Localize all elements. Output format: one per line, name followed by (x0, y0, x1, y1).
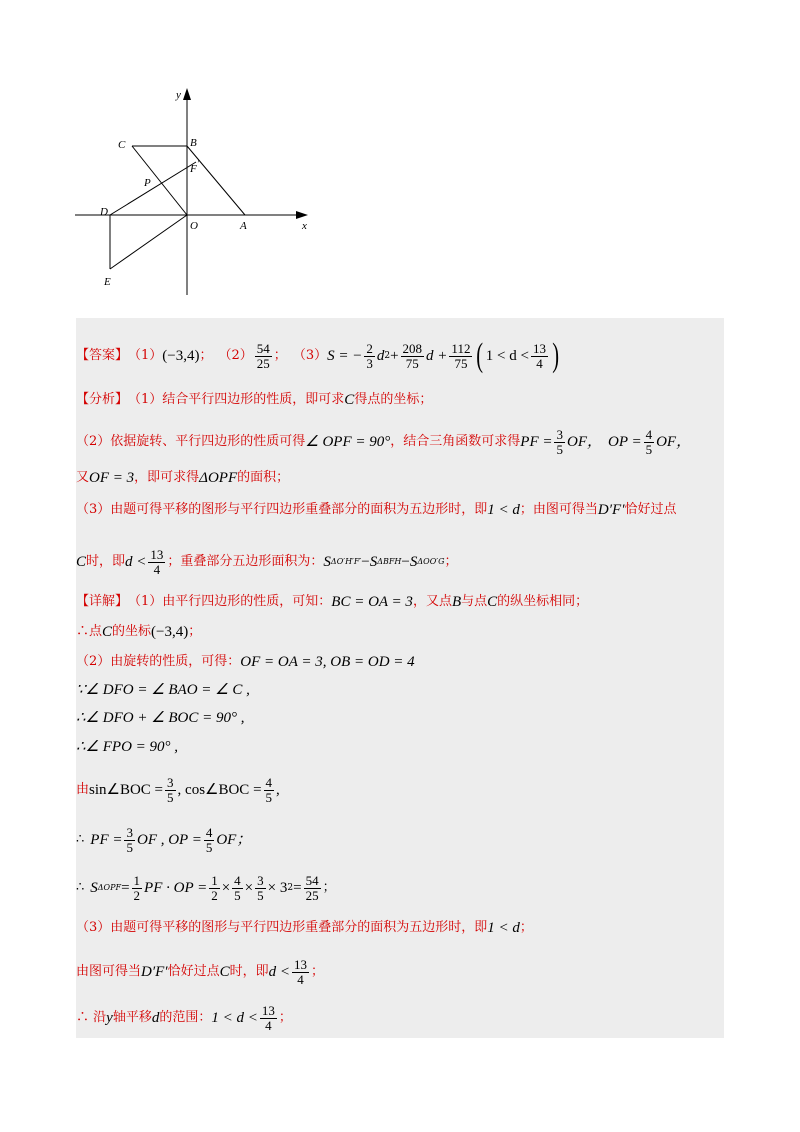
fraction: $\frac{1}{2}$ (211, 872, 218, 903)
detail-line-9: ∴ S ΔOPF = $\frac{1}{2}$ PF · OP = $\frac{1}{2}$ × $\frac{4}{5}$ × $\frac{3}{5}$ × 3 2 = $\frac{54}{25}$ ； (76, 872, 336, 903)
detail-line-6: ∴∠ FPO = 90° , (76, 739, 179, 755)
fraction: $\frac{3}{5}$ (167, 774, 174, 805)
solution-panel (76, 318, 724, 1038)
fraction: $\frac{3}{5}$ (126, 824, 133, 855)
label-f-prime: ′ (197, 159, 199, 168)
coordinate-figure (70, 82, 320, 302)
fraction: $\frac{13}{4}$ (150, 546, 164, 577)
detail-line-2: ∴点 C 的坐标 (−3,4) ； (76, 624, 202, 640)
analysis-line-4: （3）由题可得平移的图形与平行四边形重叠部分的面积为五边形时，即 1 < d ；由图可得当 D′F′ 恰好过点 (76, 502, 677, 518)
segment-ba (187, 146, 245, 215)
detail-tag: 【详解】 (76, 594, 129, 609)
fraction: $\frac{4}{5}$ (645, 426, 653, 457)
answer-tag: 【答案】 (76, 348, 129, 363)
x-axis-arrow (296, 211, 308, 219)
y-axis-arrow (183, 88, 191, 100)
fraction: $\frac{1}{2}$ (133, 872, 141, 903)
fraction: $\frac{4}{5}$ (234, 872, 241, 903)
fraction: $\frac{208}{75}$ (402, 340, 423, 371)
fraction: $\frac{13}{4}$ (294, 956, 307, 987)
detail-line-12: ∴ 沿 y 轴平移 d 的范围： 1 < d < $\frac{13}{4}$ ； (76, 1002, 292, 1033)
segment-co (132, 146, 187, 215)
label-y: y (176, 89, 181, 101)
fraction: $\frac{2}{3}$ (366, 340, 373, 371)
label-a: A (240, 220, 247, 232)
detail-line-4: ∵∠ DFO = ∠ BAO = ∠ C , (76, 682, 250, 698)
fraction: $\frac{13}{4}$ (261, 1002, 275, 1033)
analysis-line-1: 【分析】 （1）结合平行四边形的性质，即可求 C 得点的坐标； (76, 392, 433, 408)
detail-line-5: ∴∠ DFO + ∠ BOC = 90° , (76, 710, 245, 726)
analysis-line-3: 又 OF = 3 ，即可求得 ΔOPF 的面积； (76, 470, 290, 486)
fraction: $\frac{4}{5}$ (205, 824, 213, 855)
label-f: F (190, 163, 197, 175)
label-b: B (190, 137, 197, 149)
segment-df (110, 162, 196, 215)
detail-line-11: 由图可得当 D′F′ 恰好过点 C 时，即 d < $\frac{13}{4}$ ； (76, 956, 325, 987)
analysis-line-2: （2）依据旋转、平行四边形的性质可得 ∠ OPF = 90° ，结合三角函数可求得 PF = $\frac{3}{5}$ OF， OP = $\frac{4}{5}$ OF， (76, 426, 692, 457)
detail-line-1: 【详解】 （1）由平行四边形的性质，可知： BC = OA = 3 ，又点 B 与点 C 的纵坐标相同； (76, 594, 589, 610)
fraction: $\frac{13}{4}$ (532, 340, 546, 371)
fraction: $\frac{4}{5}$ (265, 774, 273, 805)
detail-line-7: 由 sin∠BOC = $\frac{3}{5}$ , cos∠BOC = $\frac{4}{5}$ , (76, 774, 280, 805)
label-p: P (144, 177, 151, 189)
label-e: E (104, 276, 111, 288)
label-c: C (118, 139, 126, 151)
fraction: $\frac{54}{25}$ (305, 872, 319, 903)
detail-line-8: ∴ PF = $\frac{3}{5}$ OF , OP = $\frac{4}{5}$ OF； (76, 824, 252, 855)
fraction: $\frac{3}{5}$ (257, 872, 264, 903)
label-o: O (190, 220, 198, 232)
segment-eo (110, 215, 187, 269)
analysis-tag: 【分析】 (76, 392, 129, 407)
label-d: D (100, 206, 108, 218)
analysis-line-5: C 时，即 d < $\frac{13}{4}$ ；重叠部分五边形面积为： S ΔO′H′F′ − S ΔBFH − S ΔOO′G ； (76, 546, 458, 577)
fraction: $\frac{112}{75}$ (451, 340, 471, 371)
fraction: $\frac{54}{25}$ (256, 340, 270, 371)
label-x: x (302, 220, 307, 232)
detail-line-10: （3）由题可得平移的图形与平行四边形重叠部分的面积为五边形时，即 1 < d ； (76, 920, 533, 936)
detail-line-3: （2）由旋转的性质，可得： OF = OA = 3, OB = OD = 4 (76, 654, 415, 670)
answer-line: 【答案】 （1） (−3,4) ； （2） $\frac{54}{25}$ ； （3） S = − $\frac{2}{3}$ d 2 + $\frac{208}{75}$ d + $\frac{112}{75}$ ( 1 < d < $\frac{13}{4}$ ) (76, 337, 560, 374)
fraction: $\frac{3}{5}$ (556, 426, 563, 457)
